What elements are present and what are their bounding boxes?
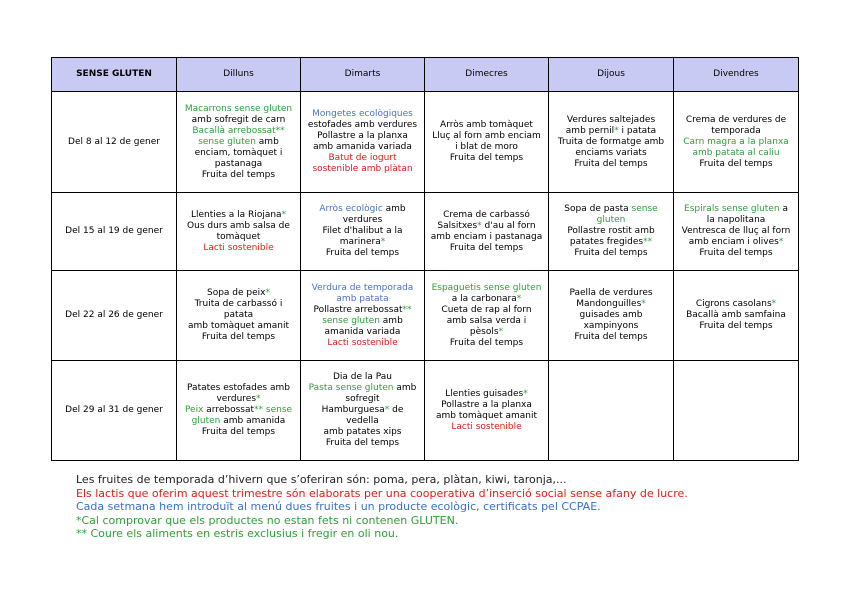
menu-line — [428, 305, 545, 316]
menu-line — [552, 159, 670, 170]
menu-line — [677, 248, 795, 259]
menu-line — [428, 422, 545, 433]
menu-text: d'au al forn — [481, 220, 536, 231]
menu-text: amb tomàquet amanit — [435, 410, 538, 421]
menu-text: Batut de iogurt — [328, 153, 397, 163]
menu-line — [677, 204, 795, 215]
menu-text: Lacti sostenible — [327, 337, 398, 348]
menu-line — [552, 126, 670, 137]
menu-text: verdures — [342, 215, 383, 225]
menu-text: Cigrons casolans — [695, 299, 772, 309]
menu-line — [552, 137, 670, 148]
menu-text: Truita de formatge amb — [557, 136, 665, 147]
menu-line — [304, 109, 421, 120]
menu-line — [180, 159, 297, 170]
menu-text: sense gluten — [198, 136, 256, 147]
menu-line — [180, 405, 297, 416]
menu-line — [428, 400, 545, 411]
menu-cell-tuesday — [301, 193, 425, 271]
menu-line — [552, 288, 670, 299]
menu-line — [180, 321, 297, 332]
menu-line — [304, 438, 421, 449]
menu-cell-tuesday — [301, 271, 425, 361]
menu-text: Lluç al forn amb enciam — [432, 131, 541, 141]
menu-cell-thursday — [549, 193, 674, 271]
menu-text: temporada — [711, 125, 761, 136]
menu-line — [180, 383, 297, 394]
menu-text: Fruita del temps — [325, 248, 400, 258]
menu-text: * — [477, 220, 482, 231]
menu-line — [552, 226, 670, 237]
menu-line — [428, 294, 545, 305]
menu-text: Arròs ecològic — [319, 204, 383, 214]
menu-text: Crema de carbassó — [443, 209, 530, 220]
menu-line — [304, 427, 421, 438]
menu-text: pastanaga — [214, 158, 263, 169]
menu-line — [677, 126, 795, 137]
menu-line — [677, 226, 795, 237]
menu-text: a la carbonara — [451, 293, 517, 304]
week-row — [52, 92, 799, 193]
menu-cell-thursday — [549, 271, 674, 361]
menu-line — [677, 237, 795, 248]
menu-text: amb — [379, 315, 403, 326]
menu-text: Verdures saltejades — [566, 114, 656, 125]
note-cooking: ** Coure els aliments en estris exclusius i fregir en oli nou. — [76, 527, 399, 540]
menu-text: * — [256, 394, 261, 404]
menu-line — [304, 394, 421, 405]
menu-text: verdures — [216, 394, 257, 404]
header-day-monday: Dilluns — [177, 58, 301, 92]
menu-line — [304, 283, 421, 294]
menu-cell-friday — [674, 361, 799, 461]
menu-text: a — [779, 204, 788, 214]
menu-text: Salsitxes — [437, 220, 478, 231]
menu-text: amb patata — [336, 293, 389, 304]
menu-cell-friday — [674, 193, 799, 271]
menu-text: Paella de verdures — [569, 288, 653, 298]
menu-line — [304, 131, 421, 142]
menu-text: Ventresca de lluç al forn — [681, 226, 791, 236]
menu-line — [552, 321, 670, 332]
menu-text: sostenible amb plàtan — [312, 164, 413, 174]
menu-text: Llenties a la Riojana — [190, 209, 282, 220]
menu-line — [304, 294, 421, 305]
menu-line — [428, 411, 545, 422]
menu-text: amb amanida — [220, 416, 286, 426]
menu-line — [428, 232, 545, 243]
menu-text: amanida variada — [324, 326, 401, 337]
menu-cell-tuesday — [301, 92, 425, 193]
menu-line — [428, 389, 545, 400]
menu-line — [180, 394, 297, 405]
menu-line — [180, 115, 297, 126]
menu-text: amb — [382, 204, 406, 214]
menu-text: amb sofregit de carn — [191, 114, 286, 125]
menu-cell-wednesday — [425, 92, 549, 193]
menu-line — [428, 142, 545, 153]
menu-text: * — [641, 299, 646, 309]
menu-text: Fruita del temps — [449, 242, 524, 253]
menu-cell-friday — [674, 271, 799, 361]
menu-text: enciam, tomàquet i — [194, 147, 283, 158]
menu-text: Fruita del temps — [574, 158, 648, 169]
menu-text: arrebossat — [203, 405, 255, 415]
menu-line — [180, 332, 297, 343]
menu-text: Pollastre rostit amb — [567, 226, 655, 236]
menu-line — [552, 248, 670, 259]
menu-text: Lacti sostenible — [451, 421, 522, 432]
menu-text: * — [771, 299, 777, 309]
menu-cell-tuesday — [301, 361, 425, 461]
menu-line — [180, 126, 297, 137]
menu-line — [552, 204, 670, 215]
menu-line — [677, 115, 795, 126]
menu-text: de — [389, 405, 404, 415]
menu-text: Sopa de pasta — [564, 204, 632, 214]
menu-text: enciams variats — [575, 147, 647, 158]
menu-cell-friday — [674, 92, 799, 193]
menu-text: * — [614, 125, 619, 136]
menu-line — [677, 215, 795, 226]
menu-cell-monday — [177, 271, 301, 361]
menu-text: Pollastre a la planxa — [441, 399, 532, 410]
menu-line — [180, 210, 297, 221]
week-row — [52, 271, 799, 361]
menu-text: Mandonguilles — [576, 299, 642, 309]
menu-text: amb patata al caliu — [692, 147, 780, 158]
menu-line — [428, 316, 545, 327]
menu-text: Sopa de peix — [207, 288, 266, 298]
menu-text: Espirals sense gluten — [684, 204, 780, 214]
menu-cell-wednesday — [425, 193, 549, 271]
menu-line — [304, 248, 421, 259]
week-row — [52, 193, 799, 271]
menu-text: * — [498, 326, 504, 337]
menu-text: marinera — [339, 237, 381, 247]
menu-text: guisades amb — [579, 310, 643, 320]
menu-line — [180, 243, 297, 254]
menu-text: Fruita del temps — [699, 158, 773, 169]
menu-line — [180, 416, 297, 427]
menu-text: vedella — [346, 416, 379, 426]
menu-text: pèsols — [469, 326, 499, 337]
menu-text: patates fregides — [569, 237, 644, 247]
header-day-thursday: Dijous — [549, 58, 674, 92]
menu-text: Bacallà amb samfaina — [686, 310, 786, 320]
menu-text: Cueta de rap al forn — [441, 304, 532, 315]
menu-line — [677, 299, 795, 310]
menu-text: Arròs amb tomàquet — [440, 120, 533, 130]
menu-text: * — [380, 237, 386, 247]
menu-text: amb amanida variada — [313, 142, 412, 152]
menu-text: Verdura de temporada — [311, 282, 414, 293]
menu-text: Fruita del temps — [574, 332, 648, 342]
menu-line — [304, 338, 421, 349]
menu-text: Fruita del temps — [325, 438, 400, 448]
menu-text: Crema de verdures de — [685, 114, 787, 125]
menu-line — [552, 215, 670, 226]
menu-text: Pollastre arrebossat — [313, 304, 403, 315]
menu-text: ** — [402, 304, 412, 315]
menu-cell-thursday — [549, 361, 674, 461]
header-corner: SENSE GLUTEN — [52, 58, 177, 92]
menu-line — [677, 148, 795, 159]
menu-text: tomàquet — [216, 231, 261, 242]
menu-text: Ous durs amb salsa de — [187, 220, 290, 231]
menu-cell-thursday — [549, 92, 674, 193]
menu-line — [304, 142, 421, 153]
menu-line — [304, 226, 421, 237]
menu-text: amb enciam i olives — [688, 237, 779, 247]
menu-text: Fruita del temps — [449, 153, 524, 163]
week-label: Del 29 al 31 de gener — [52, 361, 177, 461]
menu-text: Carn magra a la planxa — [683, 136, 789, 147]
menu-line — [180, 104, 297, 115]
week-label: Del 22 al 26 de gener — [52, 271, 177, 361]
menu-line — [552, 332, 670, 343]
header-day-wednesday: Dimecres — [425, 58, 549, 92]
note-gluten-check: *Cal comprovar que els productes no estan fets ni contenen GLUTEN. — [76, 513, 459, 527]
menu-line — [180, 137, 297, 148]
menu-line — [552, 115, 670, 126]
menu-line — [180, 170, 297, 181]
menu-text: amb patates xips — [323, 427, 402, 437]
menu-text: * — [523, 388, 528, 399]
menu-line — [304, 327, 421, 338]
menu-line — [180, 288, 297, 299]
menu-line — [428, 120, 545, 131]
menu-text: * — [778, 237, 784, 247]
menu-cell-monday — [177, 193, 301, 271]
note-organic: Cada setmana hem introduït al menú dues fruites i un producte ecològic, certificats pel CCPAE. — [76, 500, 601, 513]
menu-text: amb pernil — [565, 125, 615, 136]
menu-text: xampinyons — [583, 321, 639, 331]
menu-line — [677, 159, 795, 170]
menu-text: sofregit — [345, 394, 380, 404]
menu-line — [304, 204, 421, 215]
week-label: Del 15 al 19 de gener — [52, 193, 177, 271]
menu-text: Fruita del temps — [574, 248, 648, 258]
menu-text: Fruita del temps — [699, 321, 773, 331]
menu-line — [180, 148, 297, 159]
menu-text: amb salsa verda i — [446, 315, 527, 326]
menu-line — [304, 237, 421, 248]
menu-text: Mongetes ecològiques — [312, 109, 413, 119]
menu-text: Patates estofades amb — [187, 383, 290, 393]
menu-text: Lacti sostenible — [203, 242, 274, 253]
menu-line — [552, 237, 670, 248]
menu-text: i blat de moro — [455, 142, 518, 152]
menu-line — [180, 232, 297, 243]
note-dairy: Els lactis que oferim aquest trimestre són elaborats per una cooperativa d’inserció social sense afany de lucre. — [76, 486, 688, 500]
menu-text: Macarrons sense gluten — [184, 103, 293, 114]
menu-line — [428, 338, 545, 349]
menu-cell-wednesday — [425, 361, 549, 461]
menu-table — [51, 57, 799, 461]
menu-line — [304, 164, 421, 175]
menu-text: Peix — [184, 405, 204, 415]
menu-text: Dia de la Pau — [332, 372, 393, 382]
header-day-tuesday: Dimarts — [301, 58, 425, 92]
menu-line — [552, 299, 670, 310]
menu-text: * — [265, 288, 270, 298]
menu-line — [428, 283, 545, 294]
week-row — [52, 361, 799, 461]
menu-text: sense — [631, 204, 658, 214]
menu-cell-monday — [177, 361, 301, 461]
menu-line — [304, 383, 421, 394]
menu-text: Pollastre a la planxa — [317, 131, 408, 141]
menu-text: Espaguetis sense gluten — [431, 282, 542, 293]
menu-text: * — [384, 405, 390, 415]
menu-text: amb — [393, 383, 417, 393]
menu-line — [677, 310, 795, 321]
menu-line — [304, 305, 421, 316]
menu-line — [180, 299, 297, 310]
menu-line — [677, 137, 795, 148]
menu-line — [428, 243, 545, 254]
menu-line — [304, 405, 421, 416]
header-row — [52, 58, 799, 92]
menu-line — [180, 221, 297, 232]
menu-line — [180, 427, 297, 438]
menu-text: gluten — [596, 215, 626, 225]
menu-text: ** — [275, 125, 285, 136]
menu-line — [180, 310, 297, 321]
menu-line — [428, 153, 545, 164]
menu-text: gluten — [191, 416, 221, 426]
menu-text: Fruita del temps — [201, 169, 276, 180]
menu-text: i patata — [618, 125, 657, 136]
menu-line — [428, 327, 545, 338]
menu-text: Bacallà arrebossat — [192, 125, 276, 136]
menu-line — [428, 131, 545, 142]
menu-text: Llenties guisades — [445, 388, 524, 399]
menu-line — [304, 215, 421, 226]
menu-line — [677, 321, 795, 332]
menu-line — [304, 120, 421, 131]
menu-text: la napolitana — [706, 215, 766, 225]
menu-line — [304, 372, 421, 383]
menu-text: Pasta sense gluten — [308, 383, 394, 393]
menu-cell-monday — [177, 92, 301, 193]
menu-text: * — [281, 209, 287, 220]
menu-line — [552, 148, 670, 159]
menu-text: Fruita del temps — [449, 337, 524, 348]
menu-text: amb enciam i pastanaga — [430, 231, 543, 242]
menu-text: ** sense — [254, 405, 293, 415]
week-label: Del 8 al 12 de gener — [52, 92, 177, 193]
menu-line — [304, 316, 421, 327]
header-day-friday: Divendres — [674, 58, 799, 92]
menu-body — [52, 92, 799, 461]
menu-cell-wednesday — [425, 271, 549, 361]
menu-text: Fruita del temps — [201, 427, 276, 437]
note-fruit: Les fruites de temporada d’hivern que s’oferiran són: poma, pera, plàtan, kiwi, taronja,... — [76, 473, 567, 486]
menu-text: sense gluten — [322, 315, 380, 326]
menu-line — [428, 221, 545, 232]
menu-line — [304, 416, 421, 427]
menu-text: Filet d'halibut a la — [322, 226, 403, 236]
menu-line — [552, 310, 670, 321]
menu-text: Hamburguesa — [321, 405, 385, 415]
menu-text: * — [516, 293, 522, 304]
menu-text: estofades amb verdures — [307, 120, 418, 130]
notes-block — [76, 473, 688, 541]
menu-line — [428, 210, 545, 221]
menu-text: Fruita del temps — [699, 248, 773, 258]
menu-text: amb — [255, 136, 279, 147]
menu-text: ** — [643, 237, 653, 247]
menu-text: amb tomàquet amanit — [187, 321, 290, 331]
menu-text: Fruita del temps — [201, 332, 276, 342]
menu-line — [304, 153, 421, 164]
menu-text: patata — [223, 310, 254, 320]
menu-text: Truita de carbassó i — [194, 299, 283, 309]
